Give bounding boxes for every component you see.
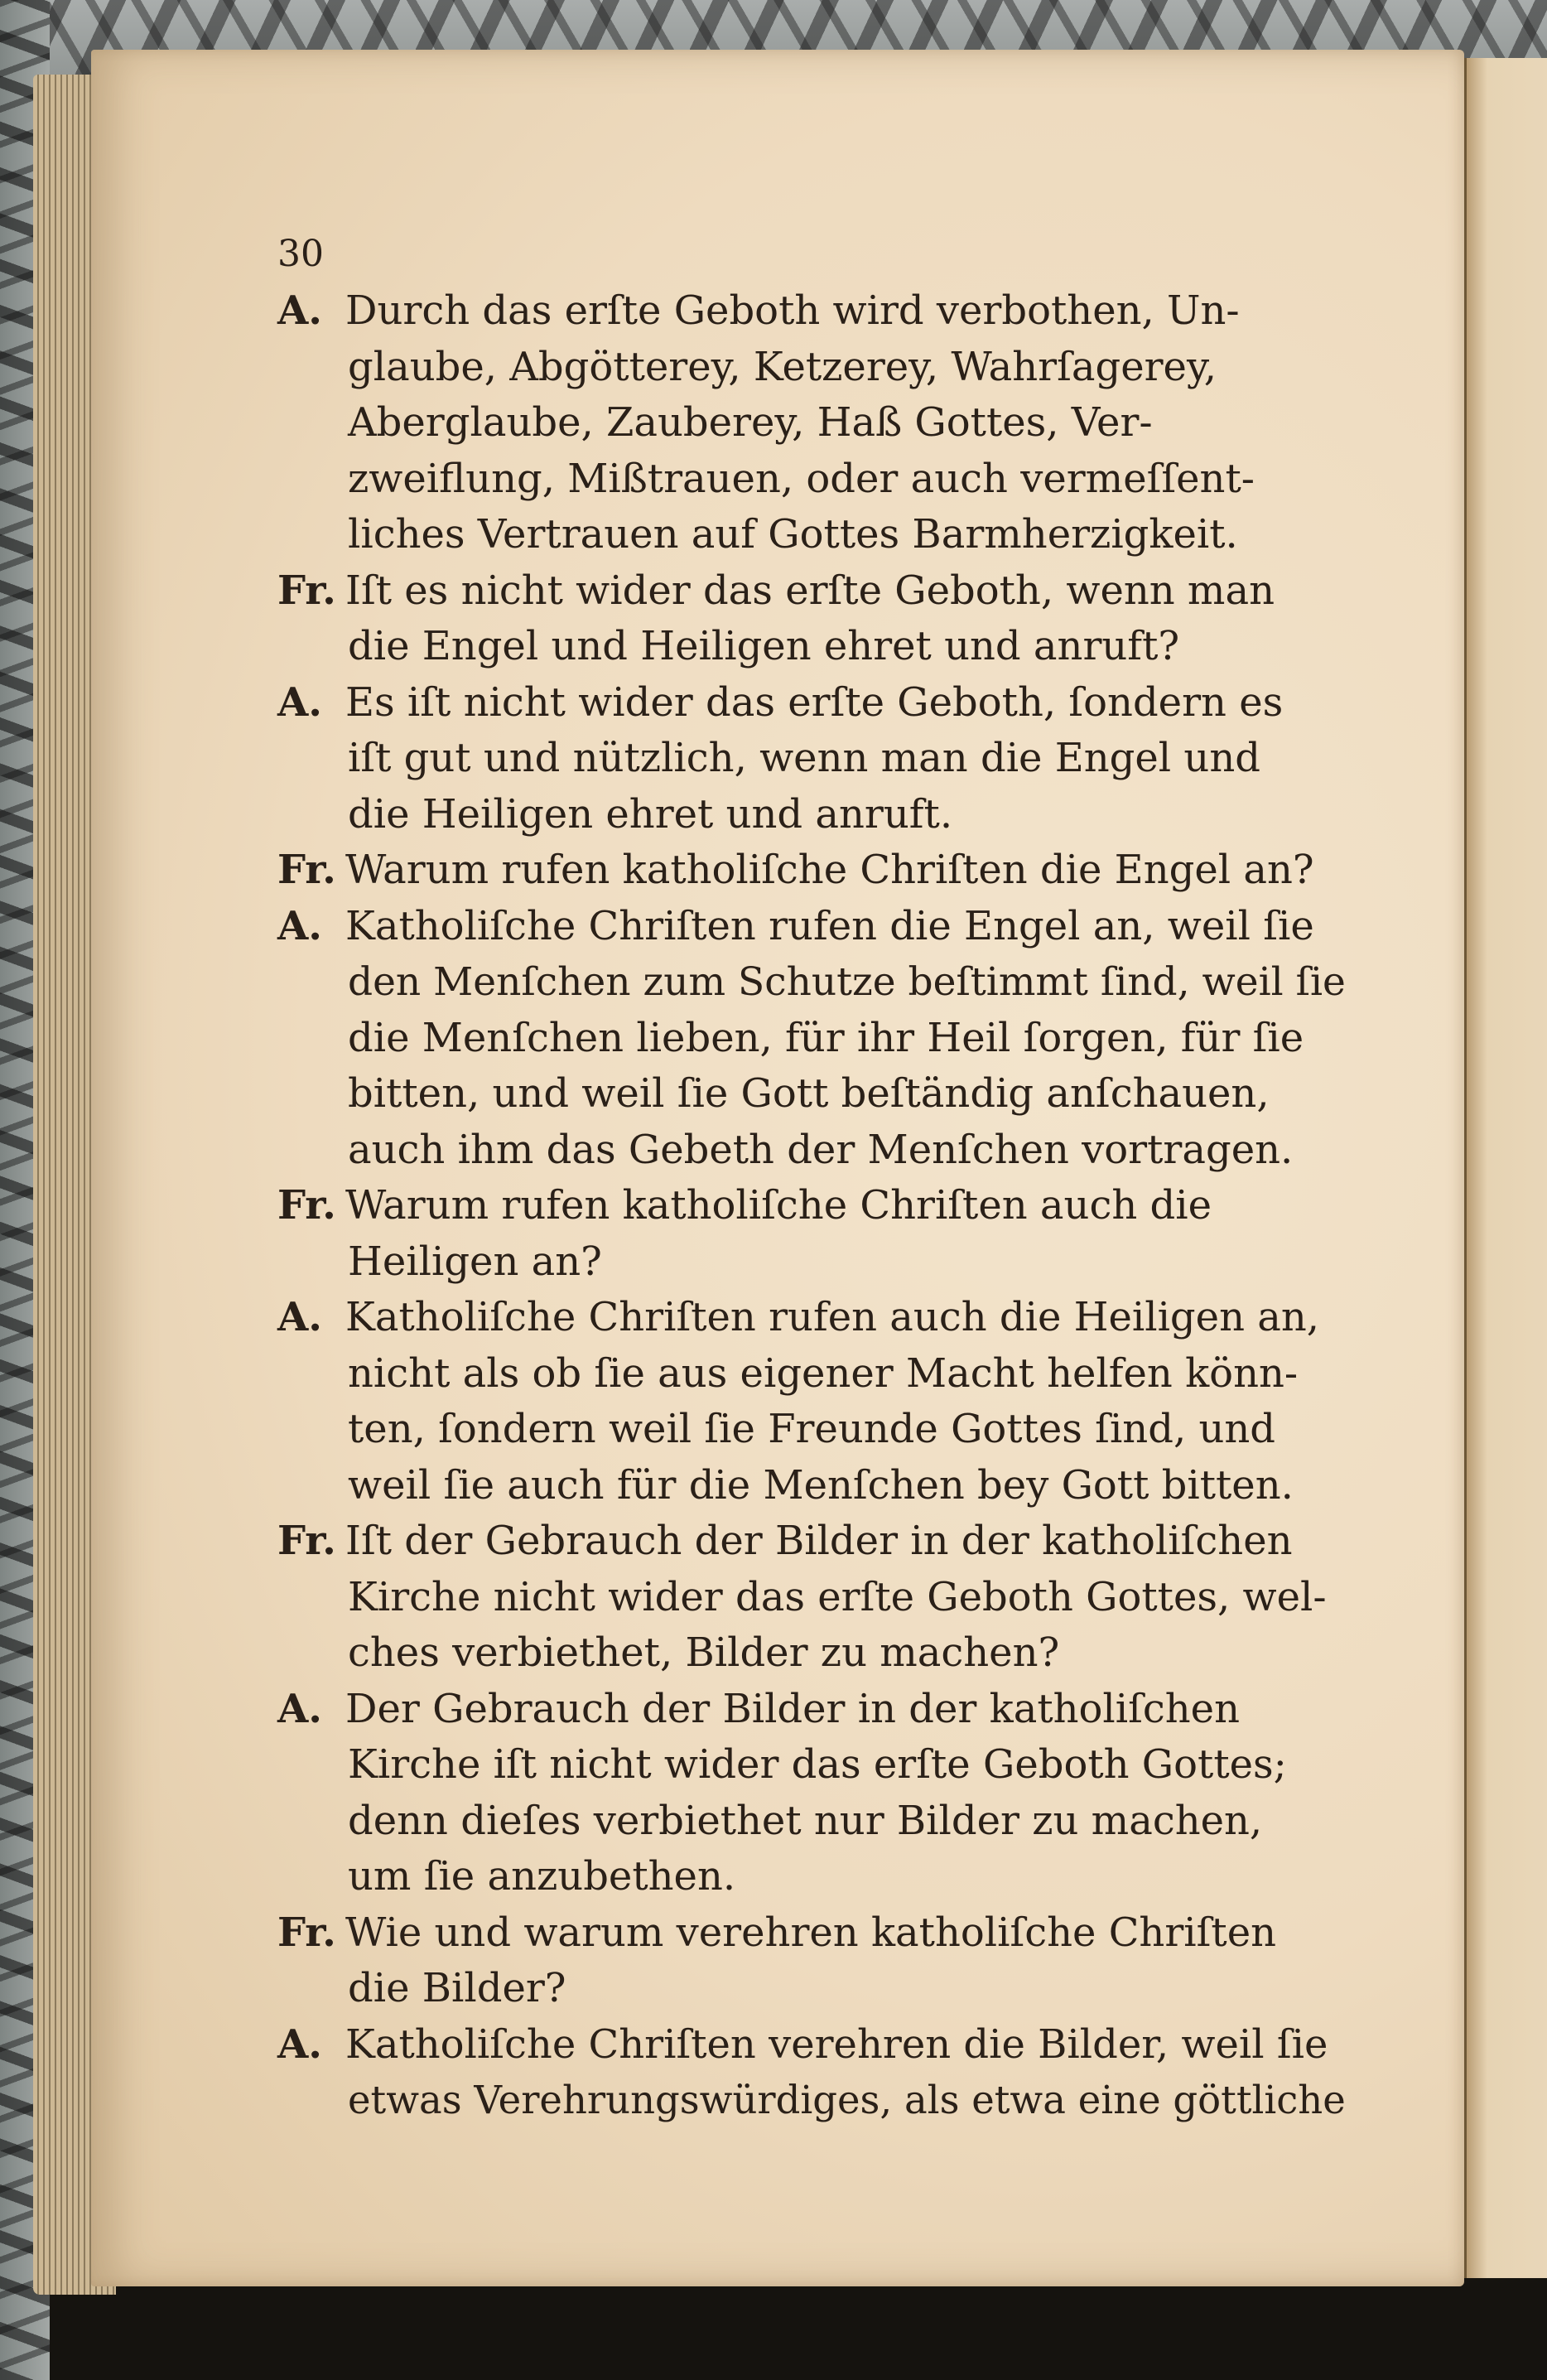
- line-text: Katholiſche Chriſten rufen auch die Heiligen an,: [345, 1294, 1320, 1340]
- line-text: die Menſchen lieben, für ihr Heil ſorgen, für ſie: [348, 1014, 1304, 1061]
- question-label: Fr.: [277, 567, 336, 614]
- text-line: [277, 842, 1346, 899]
- text-line: [277, 1402, 1346, 1458]
- text-lines: [277, 283, 1346, 2129]
- text-line: [277, 340, 1346, 396]
- line-text: Durch das erſte Geboth wird verbothen, Un-: [345, 287, 1240, 334]
- line-text: ches verbiethet, Bilder zu machen?: [348, 1629, 1060, 1676]
- text-line: [277, 507, 1346, 563]
- line-text: Es iſt nicht wider das erſte Geboth, ſondern es: [345, 678, 1284, 726]
- line-text: glaube, Abgötterey, Ketzerey, Wahrſagerey,: [348, 343, 1217, 390]
- text-line: [277, 1625, 1346, 1682]
- text-line: [277, 451, 1346, 508]
- answer-label: A.: [277, 902, 322, 949]
- line-text: Aberglaube, Zauberey, Haß Gottes, Ver-: [348, 399, 1153, 446]
- line-text: den Menſchen zum Schutze beſtimmt ſind, weil ſie: [348, 959, 1346, 1005]
- text-line: [277, 1066, 1346, 1122]
- text-line: [277, 1570, 1346, 1626]
- text-line: [277, 1458, 1346, 1514]
- text-line: [277, 899, 1346, 955]
- line-text: Warum rufen katholiſche Chriſten die Engel an?: [345, 847, 1314, 893]
- question-label: Fr.: [277, 847, 336, 893]
- text-line: [277, 1849, 1346, 1905]
- page-number: 30: [277, 233, 324, 275]
- line-text: um ſie anzubethen.: [348, 1853, 736, 1900]
- text-line: [277, 1011, 1346, 1067]
- text-line: [277, 731, 1346, 787]
- text-line: [277, 395, 1346, 451]
- answer-label: A.: [277, 287, 322, 334]
- line-text: Katholiſche Chriſten rufen die Engel an, weil ſie: [345, 902, 1314, 949]
- text-line: [277, 1178, 1346, 1234]
- line-text: nicht als ob ſie aus eigener Macht helfen könn-: [348, 1349, 1299, 1397]
- text-line: [277, 675, 1346, 731]
- line-text: zweiflung, Mißtrauen, oder auch vermeſſent-: [348, 455, 1255, 502]
- line-text: etwas Verehrungswürdiges, als etwa eine göttliche: [348, 2078, 1346, 2122]
- answer-label: A.: [277, 2020, 322, 2068]
- question-label: Fr.: [277, 1182, 336, 1229]
- question-label: Fr.: [277, 1909, 336, 1956]
- page-text: [277, 225, 1346, 2129]
- text-line: [277, 954, 1346, 1011]
- text-line: [277, 619, 1346, 675]
- text-line: [277, 1234, 1346, 1291]
- text-line: [277, 787, 1346, 843]
- line-text: Der Gebrauch der Bilder in der katholiſchen: [345, 1685, 1240, 1732]
- line-text: Iſt es nicht wider das erſte Geboth, wenn man: [345, 567, 1275, 614]
- answer-label: A.: [277, 1685, 322, 1732]
- line-text: ten, ſondern weil ſie Freunde Gottes ſind, und: [348, 1406, 1276, 1452]
- text-line: [277, 563, 1346, 620]
- text-line: [277, 1961, 1346, 2017]
- line-text: auch ihm das Gebeth der Menſchen vortragen.: [348, 1126, 1294, 1173]
- line-text: Kirche iſt nicht wider das erſte Geboth Gottes;: [348, 1741, 1287, 1788]
- text-line: [277, 1682, 1346, 1738]
- text-line: [277, 1346, 1346, 1402]
- text-line: [277, 1793, 1346, 1850]
- line-text: bitten, und weil ſie Gott beſtändig anſchauen,: [348, 1070, 1270, 1117]
- line-text: iſt gut und nützlich, wenn man die Engel und: [348, 735, 1260, 781]
- line-text: Wie und warum verehren katholiſche Chriſten: [345, 1909, 1277, 1956]
- line-text: Warum rufen katholiſche Chriſten auch die: [345, 1182, 1212, 1229]
- facing-page-edge: [1464, 58, 1547, 2278]
- answer-label: A.: [277, 678, 322, 726]
- line-text: die Heiligen ehret und anruft.: [348, 790, 953, 838]
- line-text: denn dieſes verbiethet nur Bilder zu machen,: [348, 1797, 1263, 1844]
- line-text: liches Vertrauen auf Gottes Barmherzigkeit.: [348, 511, 1238, 558]
- text-line: [277, 283, 1346, 340]
- question-label: Fr.: [277, 1518, 336, 1564]
- answer-label: A.: [277, 1294, 322, 1340]
- line-text: die Bilder?: [348, 1965, 566, 2011]
- line-text: Kirche nicht wider das erſte Geboth Gottes, wel-: [348, 1573, 1327, 1620]
- text-line: [277, 1737, 1346, 1793]
- text-line: [277, 1905, 1346, 1962]
- text-line: [277, 2017, 1346, 2073]
- line-text: die Engel und Heiligen ehret und anruft?: [348, 623, 1180, 669]
- text-line: [277, 1122, 1346, 1179]
- line-text: Katholiſche Chriſten verehren die Bilder, weil ſie: [345, 2020, 1328, 2068]
- text-line: [277, 1513, 1346, 1570]
- line-text: Heiligen an?: [348, 1238, 602, 1285]
- text-line: [277, 2073, 1346, 2129]
- line-text: weil ſie auch für die Menſchen bey Gott bitten.: [348, 1461, 1294, 1509]
- line-text: Iſt der Gebrauch der Bilder in der katholiſchen: [345, 1518, 1293, 1564]
- text-line: [277, 1290, 1346, 1346]
